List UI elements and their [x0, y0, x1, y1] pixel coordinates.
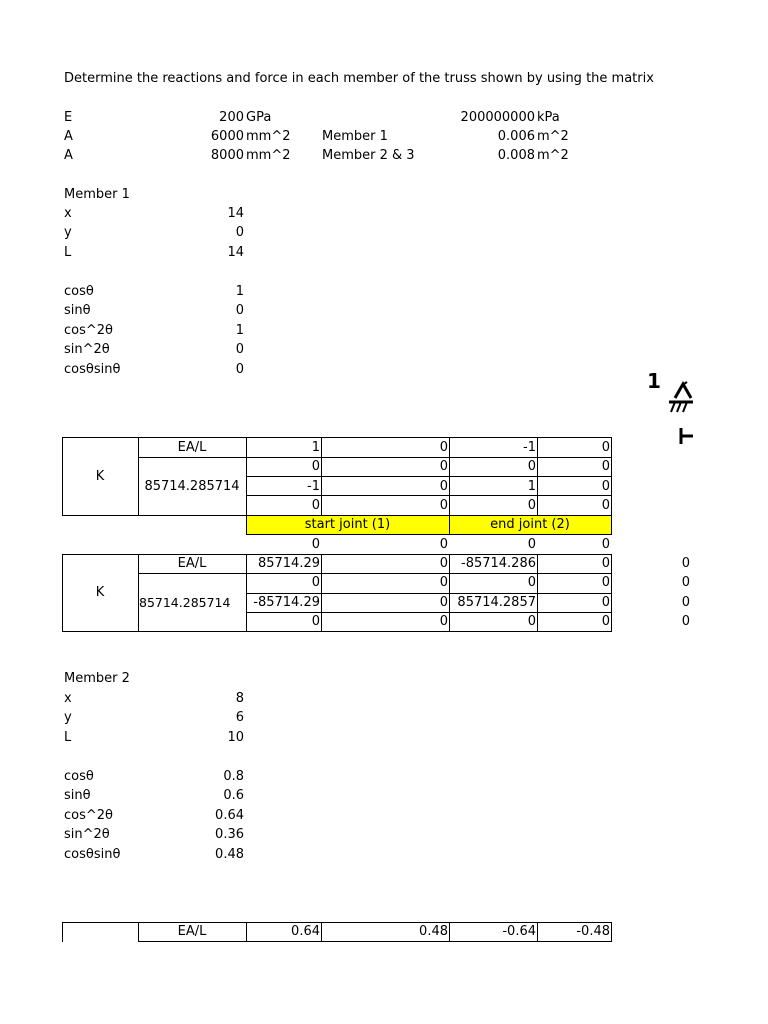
prop-e-value: 200 — [219, 110, 244, 125]
spacer-cell: 0 — [439, 537, 448, 552]
m2-geom-label: x — [64, 691, 72, 706]
grid-line — [611, 437, 612, 516]
m1t1-cell: 1 — [311, 440, 320, 455]
m1t1-cell: 1 — [527, 478, 536, 494]
m1t1-cell: 0 — [601, 459, 610, 475]
member2-title: Member 2 — [64, 671, 130, 686]
m2t1-cell: -0.48 — [576, 924, 610, 939]
prop-e-conv-unit: kPa — [537, 110, 560, 125]
m2-geom-value: 6 — [235, 710, 244, 726]
m2-geom-value: 10 — [227, 729, 244, 745]
m1t2-cell: -85714.286 — [461, 556, 536, 571]
m1-trig-value: 0 — [235, 342, 244, 358]
m1t2-cell: 0 — [311, 614, 320, 630]
prop-a1-unit: mm^2 — [246, 129, 291, 144]
m1-trig-value: 0 — [235, 303, 244, 319]
grid-line — [62, 922, 63, 942]
m1-geom-label: x — [64, 206, 72, 221]
extra-cell: 0 — [681, 556, 690, 571]
grid-line — [611, 554, 612, 632]
prop-a2-unit: mm^2 — [246, 148, 291, 163]
m1-trig-label: cos^2θ — [64, 322, 113, 338]
extra-cell: 0 — [681, 614, 690, 630]
m1-trig-value: 0 — [235, 361, 244, 377]
m1t2-cell: 0 — [439, 614, 448, 630]
prop-e-unit: GPa — [246, 110, 272, 125]
m2-trig-label: cosθ — [64, 769, 94, 784]
m1t2-cell: 0 — [601, 614, 610, 630]
m1-geom-value: 0 — [235, 225, 244, 241]
m1-trig-value: 1 — [235, 322, 244, 338]
m1t2-cell: 0 — [601, 556, 610, 571]
m2-geom-label: L — [64, 729, 72, 745]
m1t2-cell: 0 — [439, 594, 448, 610]
prop-e-conv-value: 200000000 — [460, 110, 535, 125]
m1-geom-value: 14 — [227, 244, 244, 260]
m2-geom-label: y — [64, 710, 72, 726]
end-joint-label: end joint (2) — [490, 517, 570, 532]
spacer-cell: 0 — [311, 537, 320, 552]
member1-title: Member 1 — [64, 187, 130, 202]
spacer-cell: 0 — [527, 537, 536, 552]
page-title: Determine the reactions and force in each member of the truss shown by using the matrix — [64, 71, 654, 86]
m2-trig-value: 0.48 — [215, 846, 244, 862]
m1t2-cell: -85714.29 — [253, 594, 320, 610]
prop-a2-member: Member 2 & 3 — [322, 148, 415, 163]
m1t1-cell: 0 — [527, 498, 536, 514]
m2-trig-label: sin^2θ — [64, 827, 110, 843]
grid-line — [611, 515, 612, 535]
grid-line — [138, 941, 612, 942]
m1t1-cell: 0 — [601, 478, 610, 494]
prop-a1-label: A — [64, 129, 73, 144]
prop-a2-label: A — [64, 148, 73, 163]
m2t1-cell: 0.48 — [419, 924, 448, 939]
prop-a1-member: Member 1 — [322, 129, 388, 144]
grid-line — [611, 922, 612, 942]
m1t1-cell: -1 — [307, 478, 320, 494]
m1-trig-value: 1 — [235, 284, 244, 299]
m1-geom-label: y — [64, 225, 72, 241]
m1t1-cell: 0 — [527, 459, 536, 475]
prop-a2-conv-unit: m^2 — [537, 148, 569, 163]
m1t2-cell: 0 — [601, 594, 610, 610]
prop-e-label: E — [64, 110, 73, 125]
m2-trig-label: cos^2θ — [64, 807, 113, 823]
m2t1-cell: 0.64 — [291, 924, 320, 939]
m1t1-eal-label: EA/L — [177, 440, 207, 455]
m1t2-cell: 0 — [311, 575, 320, 591]
m2-trig-label: cosθsinθ — [64, 846, 121, 862]
m1t1-cell: 0 — [439, 440, 448, 455]
m2-trig-value: 0.36 — [215, 827, 244, 843]
m1t2-cell: 0 — [439, 556, 448, 571]
m1-trig-label: sinθ — [64, 303, 91, 319]
m1t2-cell: 0 — [527, 575, 536, 591]
spacer-cell: 0 — [601, 537, 610, 552]
m2-trig-label: sinθ — [64, 788, 91, 804]
m1t1-cell: 0 — [439, 498, 448, 514]
m1-trig-label: cosθsinθ — [64, 361, 121, 377]
start-joint-label: start joint (1) — [304, 517, 391, 532]
sketch-joint-label: 1 — [647, 369, 661, 393]
m1t1-cell: 0 — [439, 459, 448, 475]
m2t1-eal-label: EA/L — [177, 924, 207, 939]
m1t2-eal-value: 85714.285714 — [139, 595, 231, 610]
m1t2-cell: 85714.29 — [257, 556, 320, 571]
m1t1-cell: 0 — [311, 498, 320, 514]
pin-support-icon — [645, 369, 695, 452]
m1t2-k-label: K — [95, 585, 105, 600]
m1t1-cell: 0 — [311, 459, 320, 475]
truss-sketch — [645, 369, 695, 452]
m1t2-cell: 0 — [527, 614, 536, 630]
m1t2-eal-label: EA/L — [177, 556, 207, 571]
m2-geom-value: 8 — [235, 691, 244, 706]
m2-trig-value: 0.6 — [223, 788, 244, 804]
prop-a1-value: 6000 — [210, 129, 244, 144]
m1t1-cell: -1 — [523, 440, 536, 455]
m2-trig-value: 0.8 — [223, 769, 244, 784]
m1-trig-label: cosθ — [64, 284, 94, 299]
m1-geom-label: L — [64, 244, 72, 260]
m1-geom-value: 14 — [227, 206, 244, 221]
m2-trig-value: 0.64 — [215, 807, 244, 823]
extra-cell: 0 — [681, 594, 690, 610]
m2t1-cell: -0.64 — [502, 924, 536, 939]
m1t1-k-label: K — [95, 469, 105, 484]
prop-a1-conv-value: 0.006 — [497, 129, 535, 144]
m1t1-cell: 0 — [601, 440, 610, 455]
m1t1-cell: 0 — [601, 498, 610, 514]
m1t1-eal-value: 85714.285714 — [144, 479, 240, 494]
m1t2-cell: 0 — [439, 575, 448, 591]
m1t1-cell: 0 — [439, 478, 448, 494]
m1t2-cell: 85714.2857 — [457, 594, 536, 610]
prop-a2-value: 8000 — [210, 148, 244, 163]
prop-a1-conv-unit: m^2 — [537, 129, 569, 144]
m1t2-cell: 0 — [601, 575, 610, 591]
m1-trig-label: sin^2θ — [64, 342, 110, 358]
extra-cell: 0 — [681, 575, 690, 591]
prop-a2-conv-value: 0.008 — [497, 148, 535, 163]
